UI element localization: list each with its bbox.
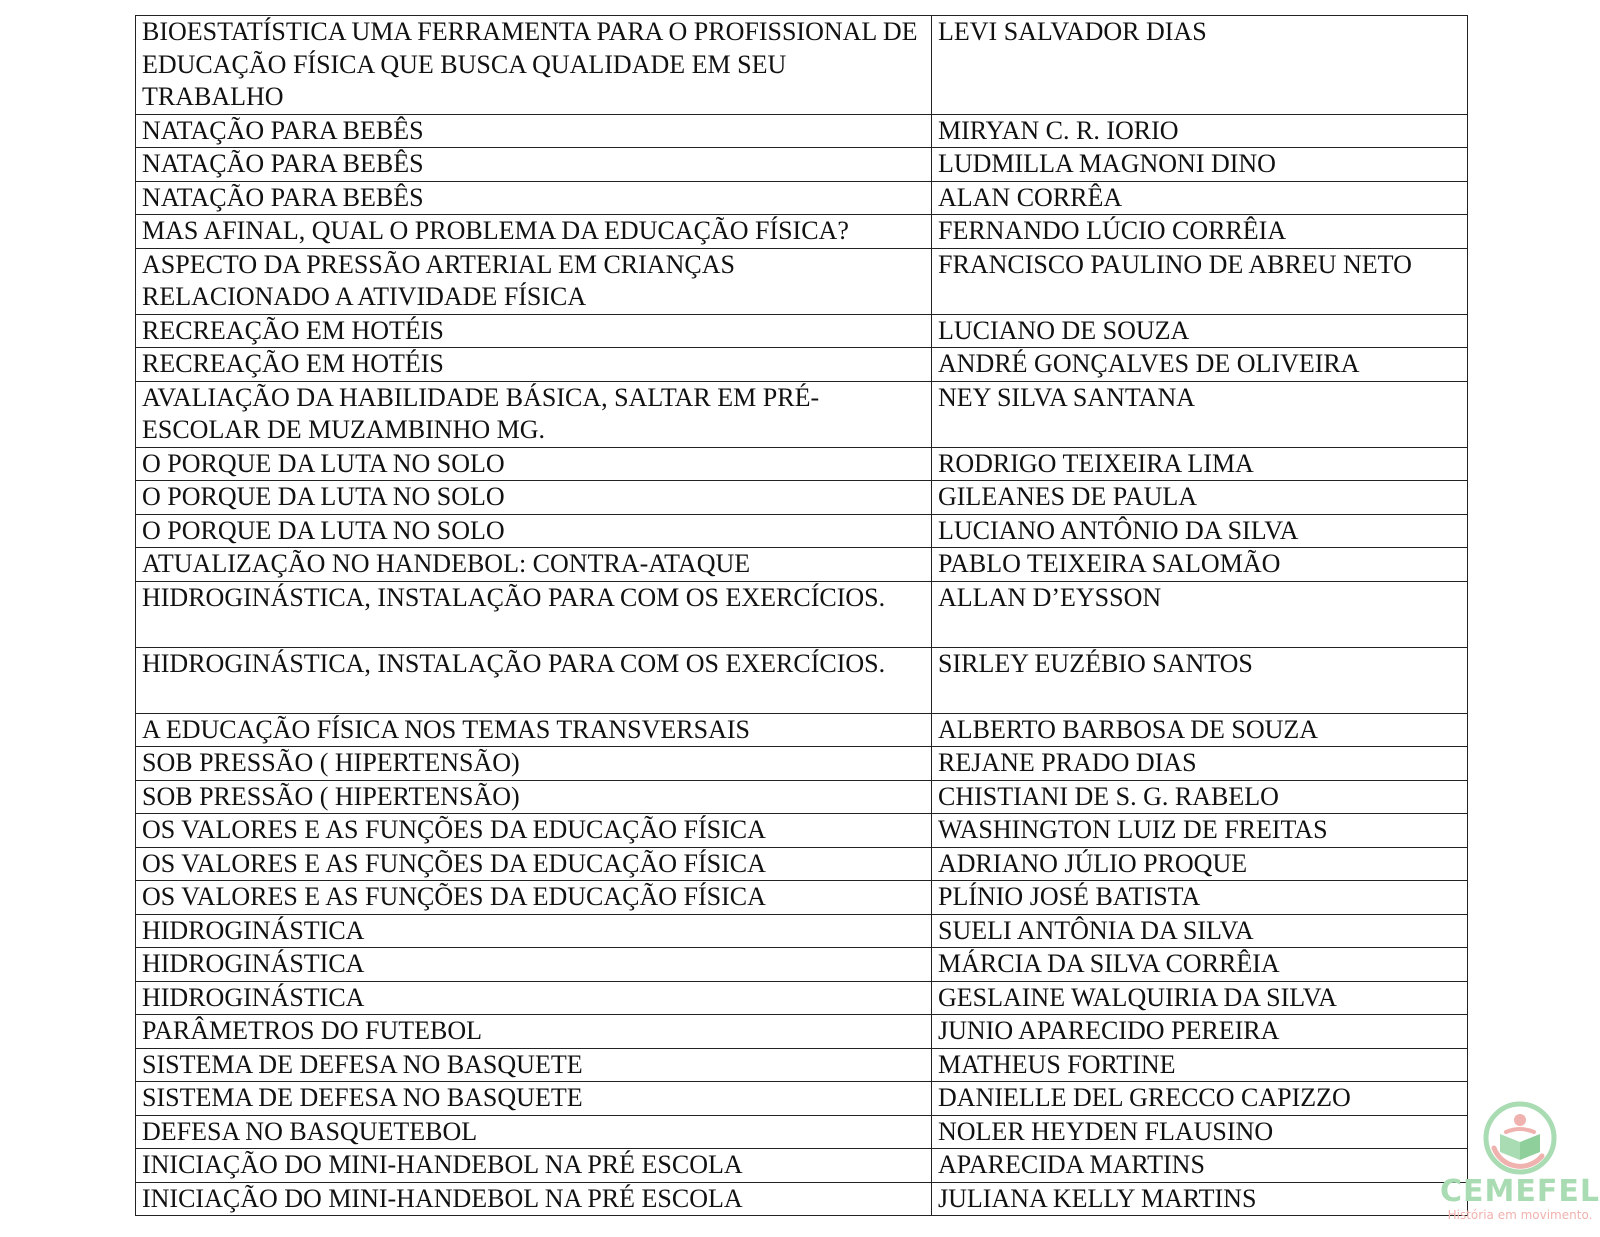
author-cell: GESLAINE WALQUIRIA DA SILVA (932, 981, 1468, 1015)
author-cell: WASHINGTON LUIZ DE FREITAS (932, 814, 1468, 848)
author-cell: MIRYAN C. R. IORIO (932, 114, 1468, 148)
author-cell: ANDRÉ GONÇALVES DE OLIVEIRA (932, 348, 1468, 382)
work-title-cell: O PORQUE DA LUTA NO SOLO (136, 514, 932, 548)
author-cell: PABLO TEIXEIRA SALOMÃO (932, 548, 1468, 582)
author-cell: FERNANDO LÚCIO CORRÊIA (932, 215, 1468, 249)
table-row (136, 780, 1468, 814)
table-row (136, 16, 1468, 115)
author-cell: CHISTIANI DE S. G. RABELO (932, 780, 1468, 814)
work-title-cell: HIDROGINÁSTICA, INSTALAÇÃO PARA COM OS EXERCÍCIOS. (136, 581, 932, 647)
work-title-cell: SISTEMA DE DEFESA NO BASQUETE (136, 1082, 932, 1116)
cemefel-logo (1440, 1098, 1600, 1237)
work-title-cell: AVALIAÇÃO DA HABILIDADE BÁSICA, SALTAR EM PRÉ-ESCOLAR DE MUZAMBINHO MG. (136, 381, 932, 447)
work-title-cell: HIDROGINÁSTICA, INSTALAÇÃO PARA COM OS EXERCÍCIOS. (136, 647, 932, 713)
table-row (136, 148, 1468, 182)
work-title-cell: RECREAÇÃO EM HOTÉIS (136, 348, 932, 382)
work-title-cell: MAS AFINAL, QUAL O PROBLEMA DA EDUCAÇÃO FÍSICA? (136, 215, 932, 249)
table-row (136, 1115, 1468, 1149)
table-row (136, 1182, 1468, 1216)
table-row (136, 1048, 1468, 1082)
work-title-cell: O PORQUE DA LUTA NO SOLO (136, 481, 932, 515)
work-title-cell: HIDROGINÁSTICA (136, 948, 932, 982)
works-table (135, 15, 1468, 1216)
author-cell: DANIELLE DEL GRECCO CAPIZZO (932, 1082, 1468, 1116)
work-title-cell: DEFESA NO BASQUETEBOL (136, 1115, 932, 1149)
table-row (136, 481, 1468, 515)
author-cell: SIRLEY EUZÉBIO SANTOS (932, 647, 1468, 713)
table-row (136, 248, 1468, 314)
table-row (136, 1015, 1468, 1049)
work-title-cell: SOB PRESSÃO ( HIPERTENSÃO) (136, 747, 932, 781)
work-title-cell: RECREAÇÃO EM HOTÉIS (136, 314, 932, 348)
work-title-cell: ATUALIZAÇÃO NO HANDEBOL: CONTRA-ATAQUE (136, 548, 932, 582)
table-row (136, 447, 1468, 481)
author-cell: ALLAN D’EYSSON (932, 581, 1468, 647)
logo-brand: CEMEFEL (1440, 1174, 1600, 1209)
work-title-cell: ASPECTO DA PRESSÃO ARTERIAL EM CRIANÇAS RELACIONADO A ATIVIDADE FÍSICA (136, 248, 932, 314)
work-title-cell: NATAÇÃO PARA BEBÊS (136, 148, 932, 182)
table-row (136, 948, 1468, 982)
author-cell: GILEANES DE PAULA (932, 481, 1468, 515)
table-row (136, 114, 1468, 148)
work-title-cell: OS VALORES E AS FUNÇÕES DA EDUCAÇÃO FÍSICA (136, 847, 932, 881)
author-cell: LUCIANO ANTÔNIO DA SILVA (932, 514, 1468, 548)
table-row (136, 881, 1468, 915)
author-cell: NEY SILVA SANTANA (932, 381, 1468, 447)
table-row (136, 847, 1468, 881)
author-cell: NOLER HEYDEN FLAUSINO (932, 1115, 1468, 1149)
work-title-cell: INICIAÇÃO DO MINI-HANDEBOL NA PRÉ ESCOLA (136, 1182, 932, 1216)
logo-tagline: História em movimento. (1447, 1208, 1593, 1222)
work-title-cell: NATAÇÃO PARA BEBÊS (136, 181, 932, 215)
table-row (136, 381, 1468, 447)
author-cell: MÁRCIA DA SILVA CORRÊIA (932, 948, 1468, 982)
table-row (136, 348, 1468, 382)
author-cell: ALBERTO BARBOSA DE SOUZA (932, 713, 1468, 747)
table-row (136, 747, 1468, 781)
table-row (136, 548, 1468, 582)
table-row (136, 1082, 1468, 1116)
work-title-cell: HIDROGINÁSTICA (136, 914, 932, 948)
author-cell: LUDMILLA MAGNONI DINO (932, 148, 1468, 182)
work-title-cell: INICIAÇÃO DO MINI-HANDEBOL NA PRÉ ESCOLA (136, 1149, 932, 1183)
author-cell: REJANE PRADO DIAS (932, 747, 1468, 781)
author-cell: APARECIDA MARTINS (932, 1149, 1468, 1183)
work-title-cell: BIOESTATÍSTICA UMA FERRAMENTA PARA O PROFISSIONAL DE EDUCAÇÃO FÍSICA QUE BUSCA QUALIDADE EM SEU TRABALHO (136, 16, 932, 115)
author-cell: MATHEUS FORTINE (932, 1048, 1468, 1082)
author-cell: LUCIANO DE SOUZA (932, 314, 1468, 348)
author-cell: LEVI SALVADOR DIAS (932, 16, 1468, 115)
book-reader-icon (1480, 1098, 1560, 1178)
author-cell: JUNIO APARECIDO PEREIRA (932, 1015, 1468, 1049)
work-title-cell: O PORQUE DA LUTA NO SOLO (136, 447, 932, 481)
table-row (136, 181, 1468, 215)
work-title-cell: PARÂMETROS DO FUTEBOL (136, 1015, 932, 1049)
table-row (136, 647, 1468, 713)
work-title-cell: HIDROGINÁSTICA (136, 981, 932, 1015)
table-row (136, 914, 1468, 948)
author-cell: JULIANA KELLY MARTINS (932, 1182, 1468, 1216)
table-row (136, 713, 1468, 747)
table-row (136, 814, 1468, 848)
table-row (136, 215, 1468, 249)
author-cell: PLÍNIO JOSÉ BATISTA (932, 881, 1468, 915)
work-title-cell: SOB PRESSÃO ( HIPERTENSÃO) (136, 780, 932, 814)
author-cell: RODRIGO TEIXEIRA LIMA (932, 447, 1468, 481)
work-title-cell: OS VALORES E AS FUNÇÕES DA EDUCAÇÃO FÍSICA (136, 814, 932, 848)
author-cell: FRANCISCO PAULINO DE ABREU NETO (932, 248, 1468, 314)
work-title-cell: SISTEMA DE DEFESA NO BASQUETE (136, 1048, 932, 1082)
author-cell: ALAN CORRÊA (932, 181, 1468, 215)
author-cell: ADRIANO JÚLIO PROQUE (932, 847, 1468, 881)
table-row (136, 581, 1468, 647)
table-row (136, 1149, 1468, 1183)
table-row (136, 314, 1468, 348)
table-row (136, 514, 1468, 548)
table-row (136, 981, 1468, 1015)
work-title-cell: A EDUCAÇÃO FÍSICA NOS TEMAS TRANSVERSAIS (136, 713, 932, 747)
author-cell: SUELI ANTÔNIA DA SILVA (932, 914, 1468, 948)
work-title-cell: OS VALORES E AS FUNÇÕES DA EDUCAÇÃO FÍSICA (136, 881, 932, 915)
work-title-cell: NATAÇÃO PARA BEBÊS (136, 114, 932, 148)
